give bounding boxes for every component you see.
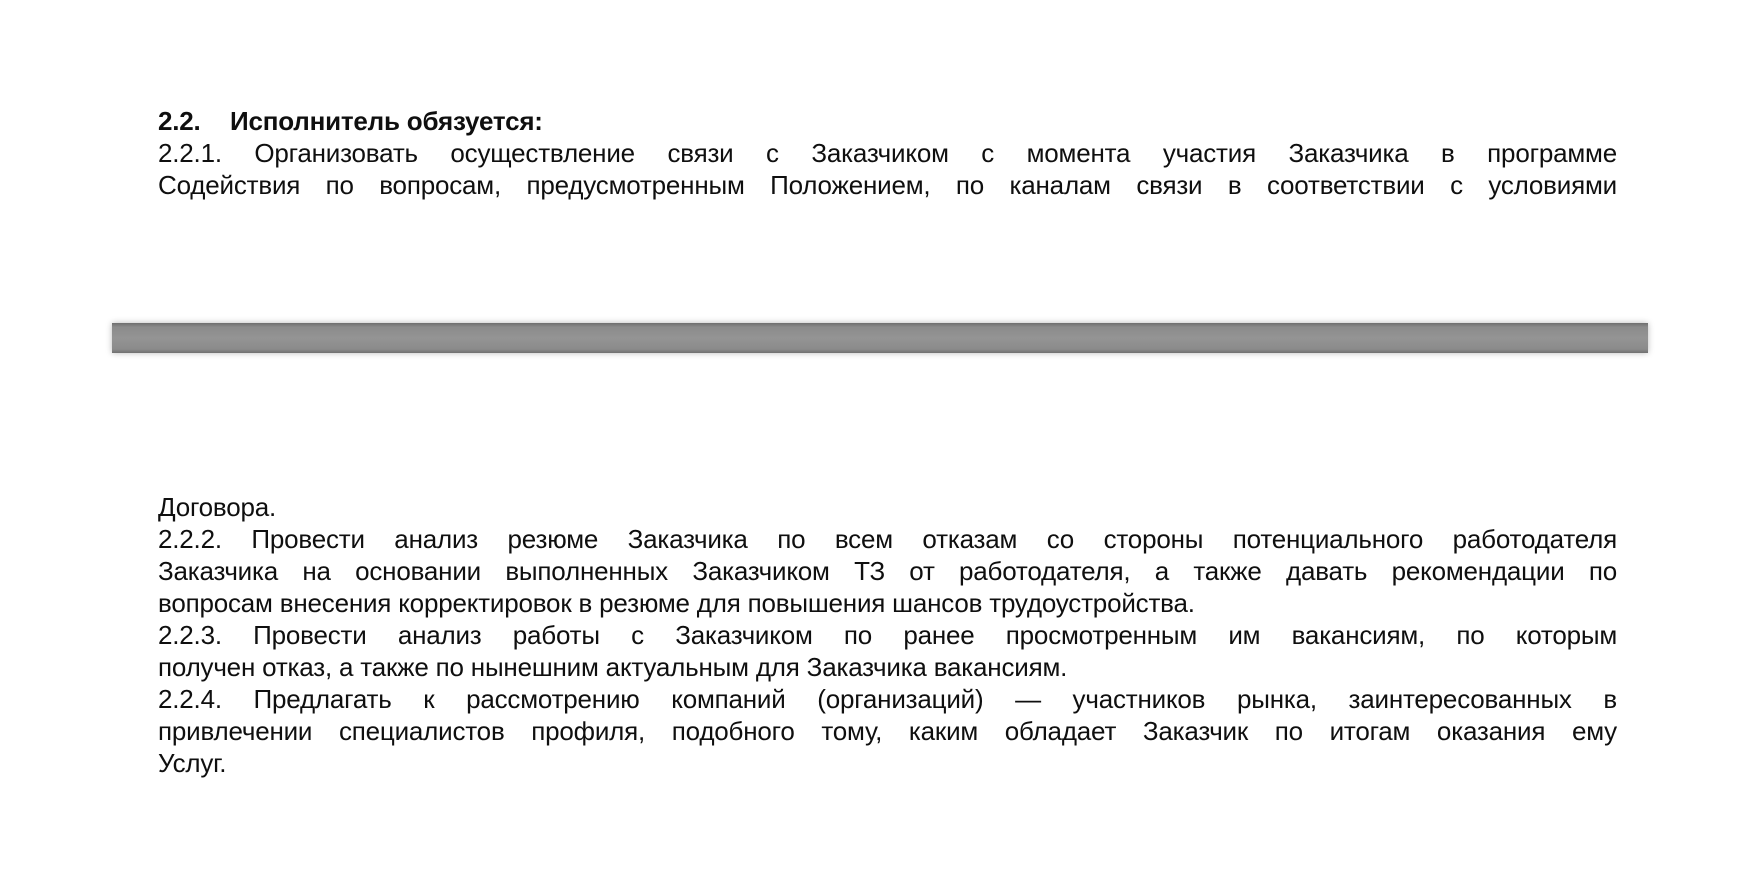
page-1-text-block [158, 105, 1617, 201]
section-heading-label: Исполнитель обязуется: [230, 106, 543, 136]
text-line: привлечении специалистов профиля, подобного тому, каким обладает Заказчик по итогам оказания ему [158, 716, 1617, 746]
text-line: Услуг. [158, 748, 227, 778]
text-line: получен отказ, а также по нынешним актуальным для Заказчика вакансиям. [158, 652, 1068, 682]
text-line: 2.2.1. Организовать осуществление связи с Заказчиком с момента участия Заказчика в программе [158, 138, 1617, 168]
text-line: Договора. [158, 492, 277, 522]
text-line: 2.2.4. Предлагать к рассмотрению компаний (организаций) — участников рынка, заинтересованных в [158, 684, 1617, 714]
text-line: Заказчика на основании выполненных Заказчиком ТЗ от работодателя, а также давать рекомендации по [158, 556, 1617, 586]
page-2-text-block [158, 491, 1617, 779]
text-line: Содействия по вопросам, предусмотренным Положением, по каналам связи в соответствии с условиями [158, 170, 1617, 200]
section-heading [158, 105, 1617, 137]
page-separator [112, 323, 1648, 353]
text-line: 2.2.2. Провести анализ резюме Заказчика по всем отказам со стороны потенциального работодателя [158, 524, 1617, 554]
section-heading-number: 2.2. [158, 106, 201, 136]
text-line: 2.2.3. Провести анализ работы с Заказчиком по ранее просмотренным им вакансиям, по которым [158, 620, 1617, 650]
text-line: вопросам внесения корректировок в резюме для повышения шансов трудоустройства. [158, 588, 1195, 618]
